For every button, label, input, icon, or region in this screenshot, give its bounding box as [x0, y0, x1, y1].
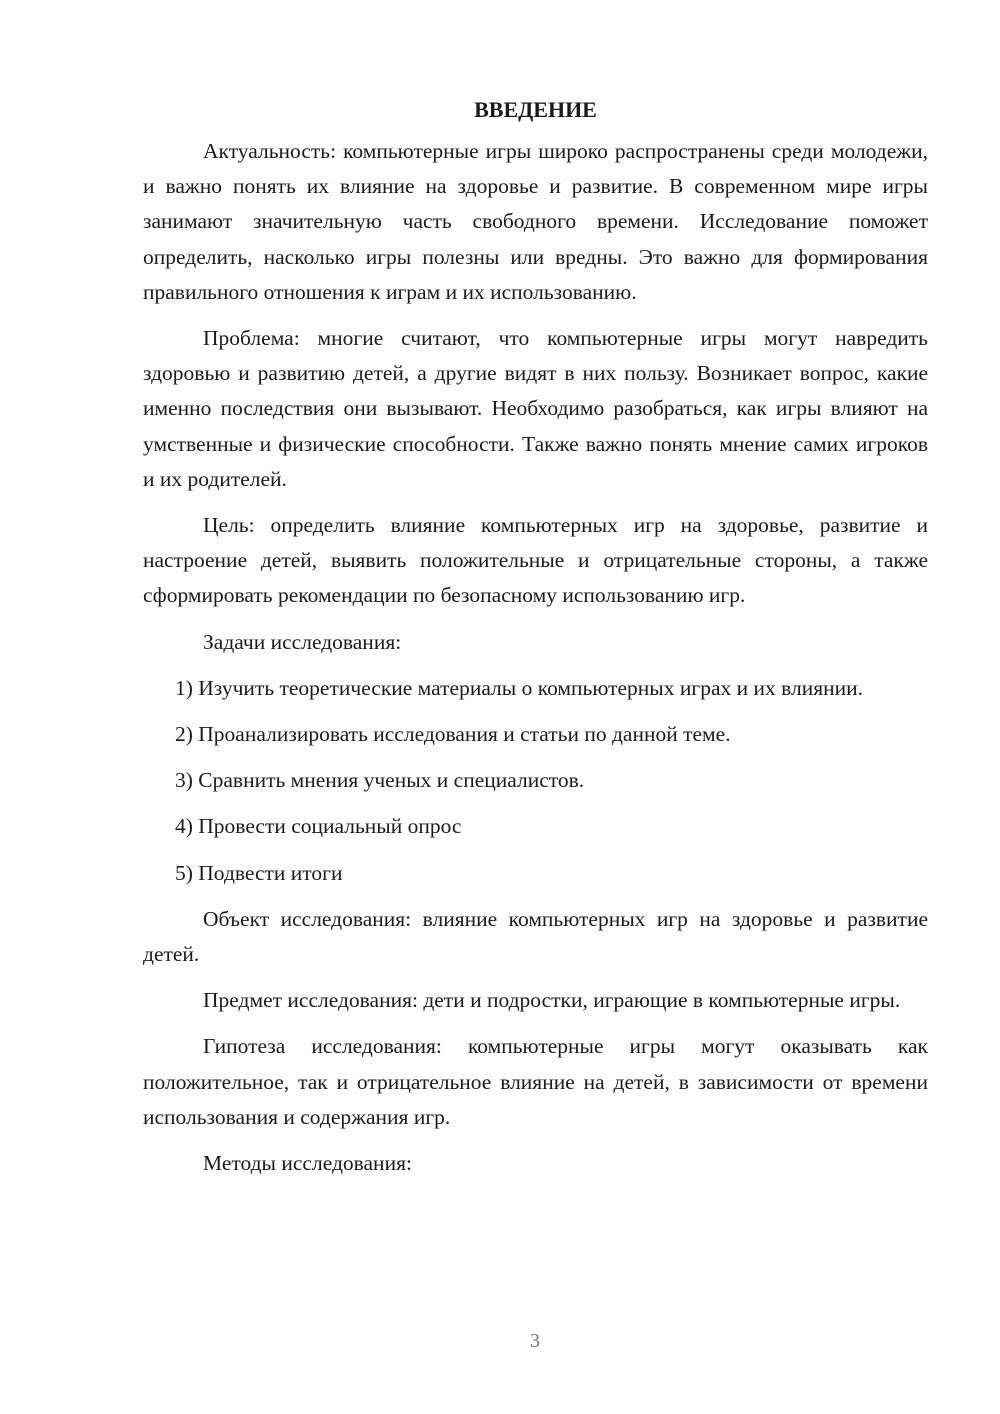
paragraph-relevance: Актуальность: компьютерные игры широко распространены среди молодежи, и важно понять их влияние на здоровье и развитие. В современном мире игры занимают значительную часть свободного времени. Исследование поможет определить, насколько игры полезны или вредны. Это важно для формирования правильного отношения к играм и их использованию.	[143, 139, 928, 304]
paragraph-methods-heading: Методы исследования:	[203, 1151, 412, 1176]
list-item: 2) Проанализировать исследования и статьи по данной теме.	[175, 722, 731, 747]
paragraph-object: Объект исследования: влияние компьютерных игр на здоровье и развитие детей.	[143, 906, 928, 967]
tasks-list	[143, 671, 928, 891]
paragraph-goal: Цель: определить влияние компьютерных игр на здоровье, развитие и настроение детей, выявить положительные и отрицательные стороны, а также сформировать рекомендации по безопасному использованию игр.	[143, 513, 928, 608]
paragraph-tasks-heading: Задачи исследования:	[203, 629, 402, 654]
list-item: 5) Подвести итоги	[175, 860, 343, 885]
list-item: 1) Изучить теоретические материалы о компьютерных играх и их влиянии.	[175, 675, 864, 700]
list-item: 3) Сравнить мнения ученых и специалистов.	[175, 768, 585, 793]
paragraph-problem: Проблема: многие считают, что компьютерные игры могут навредить здоровью и развитию детей, а другие видят в них пользу. Возникает вопрос, какие именно последствия они вызывают. Необходимо разобраться, как игры влияют на умственные и физические способности. Также важно понять мнение самих игроков и их родителей.	[143, 326, 928, 491]
list-item: 4) Провести социальный опрос	[175, 814, 462, 839]
section-title: ВВЕДЕНИЕ	[474, 97, 597, 122]
paragraph-hypothesis: Гипотеза исследования: компьютерные игры могут оказывать как положительное, так и отрицательное влияние на детей, в зависимости от времени использования и содержания игр.	[143, 1034, 928, 1129]
page-number: 3	[530, 1330, 540, 1352]
document-page	[143, 92, 928, 1192]
paragraph-subject: Предмет исследования: дети и подростки, играющие в компьютерные игры.	[203, 988, 901, 1013]
